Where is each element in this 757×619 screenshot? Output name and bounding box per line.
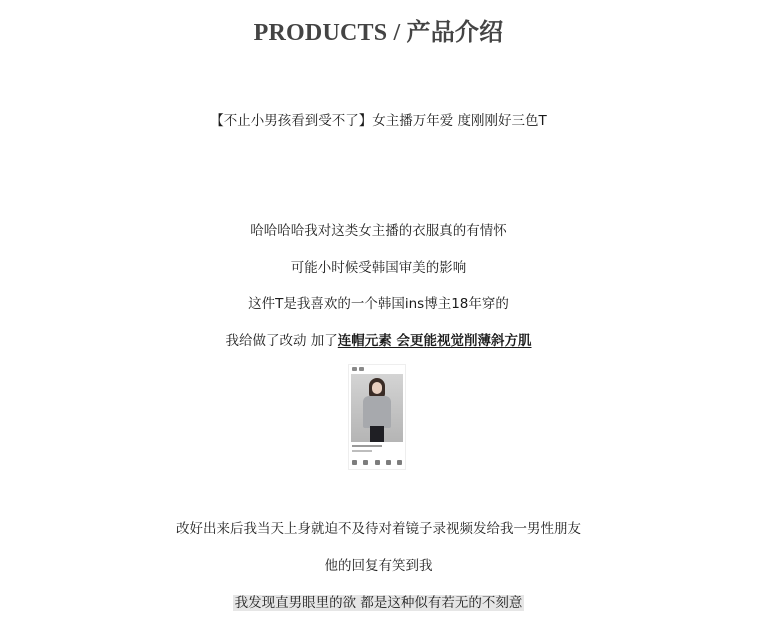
- edit-description-line: [0, 332, 757, 350]
- paragraph-line: 他的回复有笑到我: [324, 558, 433, 574]
- model-photo: [351, 374, 403, 442]
- edit-description-prefix: 我给做了改动 加了: [225, 333, 338, 349]
- screenshot-caption-bar: [352, 450, 372, 452]
- paragraph-line: 可能小时候受韩国审美的影响: [290, 260, 467, 276]
- highlighted-text: 我发现直男眼里的欲 都是这种似有若无的不刻意: [234, 595, 523, 611]
- reference-screenshot-image: [348, 364, 406, 470]
- paragraph-line: 改好出来后我当天上身就迫不及待对着镜子录视频发给我一男性朋友: [176, 521, 581, 537]
- edit-description-emphasis: 连帽元素 会更能视觉削薄斜方肌: [337, 333, 532, 349]
- page-title: PRODUCTS / 产品介绍: [253, 20, 504, 46]
- product-headline: 【不止小男孩看到受不了】女主播万年爱 度刚刚好三色T: [210, 113, 547, 129]
- screenshot-top-icons: [352, 367, 366, 371]
- screenshot-caption-bar: [352, 445, 382, 447]
- screenshot-action-icons: [352, 460, 402, 465]
- paragraph-line: 这件T是我喜欢的一个韩国ins博主18年穿的: [248, 296, 509, 312]
- paragraph-line: 哈哈哈哈我对这类女主播的衣服真的有情怀: [250, 223, 507, 239]
- paragraph-line: [0, 594, 757, 612]
